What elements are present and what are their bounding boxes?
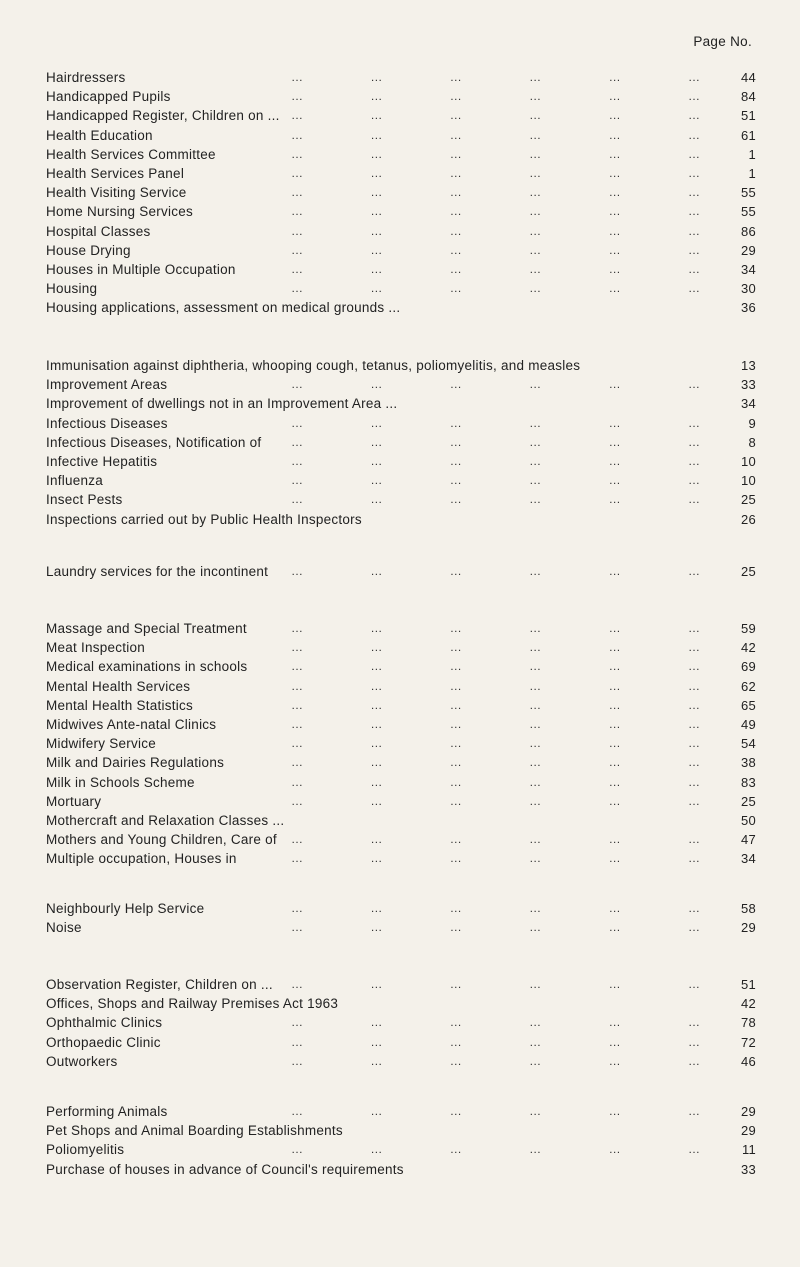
leader-dots: … … … … … … [291,736,701,751]
index-entry [46,452,756,471]
index-entry [46,375,756,394]
index-entry [46,1102,756,1121]
index-entry-page-number: 25 [741,492,756,508]
leader-dots: … … … … … … [291,434,701,449]
index-entry-label: Improvement of dwellings not in an Improvement Area ... [46,396,398,412]
index-entry [46,471,756,490]
leader-dots: … … … … … … [291,223,701,238]
index-entry-page-number: 8 [748,434,756,450]
leader-dots: … … … … … … [291,755,701,770]
index-entry [46,106,756,125]
index-entry-page-number: 10 [741,453,756,469]
index-entry-page-number: 36 [741,300,756,316]
index-entry-label: Mortuary [46,793,102,809]
leader-dots: … … … … … … [291,127,701,142]
index-entry-label: Multiple occupation, Houses in [46,851,237,867]
index-entry-label: Purchase of houses in advance of Council's requirements [46,1161,404,1177]
index-entry-label: Health Education [46,127,153,143]
index-entry-label: Infective Hepatitis [46,453,158,469]
index-entry-page-number: 9 [748,415,756,431]
index-entry-label: Meat Inspection [46,640,146,656]
index-entry [46,202,756,221]
index-entry-label: Mental Health Services [46,678,191,694]
index-entry-label: Massage and Special Treatment [46,621,247,636]
index-entry [46,68,756,87]
index-section-h [46,68,756,317]
index-entry [46,994,756,1013]
leader-dots: … … … … … … [291,920,701,935]
index-entry [46,899,756,918]
index-entry [46,1033,756,1052]
leader-dots: … … … … … … [291,1015,701,1030]
page-no-heading: Page No. [693,34,752,49]
index-entry-page-number: 42 [741,996,756,1012]
index-entry [46,510,756,529]
index-entry-page-number: 44 [741,70,756,85]
index-entry-label: Mothers and Young Children, Care of [46,832,277,848]
index-entry-label: Laundry services for the incontinent [46,564,269,579]
index-entry [46,734,756,753]
index-entry [46,696,756,715]
index-entry-page-number: 46 [741,1053,756,1069]
index-entry [46,164,756,183]
index-entry-label: Houses in Multiple Occupation [46,261,236,277]
index-entry [46,677,756,696]
index-entry [46,145,756,164]
index-entry-label: Health Services Committee [46,146,216,162]
index-entry [46,811,756,830]
index-entry-page-number: 47 [741,832,756,848]
index-entry-page-number: 83 [741,774,756,790]
index-entry-label: Poliomyelitis [46,1142,125,1158]
index-entry-label: Infectious Diseases, Notification of [46,434,262,450]
index-entry [46,126,756,145]
index-entry-page-number: 1 [748,146,756,162]
leader-dots: … … … … … … [291,261,701,276]
index-entry-page-number: 49 [741,716,756,732]
index-entry [46,279,756,298]
leader-dots: … … … … … … [291,281,701,296]
index-entry-label: Home Nursing Services [46,204,194,220]
index-entry [46,849,756,868]
index-entry-label: Hairdressers [46,70,126,85]
index-entry-page-number: 78 [741,1015,756,1031]
leader-dots: … … … … … … [291,697,701,712]
index-entry [46,1121,756,1140]
leader-dots: … … … … … … [291,1053,701,1068]
index-entry [46,298,756,317]
index-entry-label: Handicapped Register, Children on ... [46,108,280,124]
index-entry-page-number: 10 [741,473,756,489]
index-entry-label: Offices, Shops and Railway Premises Act 1963 [46,996,339,1012]
leader-dots: … … … … … … [291,977,701,991]
index-entry-page-number: 54 [741,736,756,752]
leader-dots: … … … … … … [291,185,701,200]
index-section-p [46,1102,756,1179]
index-entry-page-number: 72 [741,1034,756,1050]
index-entry-page-number: 69 [741,659,756,675]
index-entry [46,356,756,375]
index-entry-page-number: 55 [741,204,756,220]
index-entry [46,183,756,202]
index-entry-page-number: 58 [741,901,756,916]
index-entry [46,1052,756,1071]
index-section-o [46,975,756,1071]
leader-dots: … … … … … … [291,242,701,257]
leader-dots: … … … … … … [291,716,701,731]
index-entry-label: House Drying [46,242,131,258]
index-entry-label: Midwives Ante-natal Clinics [46,716,217,732]
index-entry [46,792,756,811]
index-entry-page-number: 51 [741,108,756,124]
index-entry-label: Neighbourly Help Service [46,901,205,916]
index-entry-label: Improvement Areas [46,377,168,393]
index-entry-page-number: 29 [741,242,756,258]
index-entry-label: Midwifery Service [46,736,157,752]
index-entry-label: Inspections carried out by Public Health Inspectors [46,511,362,527]
leader-dots: … … … … … … [291,108,701,123]
index-entry-label: Housing applications, assessment on medical grounds ... [46,300,401,316]
index-entry-label: Performing Animals [46,1104,168,1119]
index-entry-page-number: 61 [741,127,756,143]
index-entry [46,715,756,734]
index-entry [46,433,756,452]
index-entry-label: Milk in Schools Scheme [46,774,195,790]
leader-dots: … … … … … … [291,492,701,507]
index-entry-page-number: 29 [741,1123,756,1139]
leader-dots: … … … … … … [291,453,701,468]
leader-dots: … … … … … … [291,851,701,866]
leader-dots: … … … … … … [291,640,701,655]
index-entry-page-number: 25 [741,793,756,809]
index-entry [46,638,756,657]
index-entry-page-number: 11 [742,1142,756,1158]
index-entry-label: Insect Pests [46,492,123,508]
index-entry-page-number: 13 [741,358,756,373]
index-entry [46,1140,756,1159]
index-entry [46,490,756,509]
leader-dots: … … … … … … [291,1142,701,1157]
leader-dots: … … … … … … [291,204,701,219]
index-entry-label: Milk and Dairies Regulations [46,755,225,771]
leader-dots: … … … … … … [291,564,701,578]
leader-dots: … … … … … … [291,70,701,84]
index-entry-label: Housing [46,281,98,297]
leader-dots: … … … … … … [291,659,701,674]
index-entry [46,657,756,676]
index-entry-label: Outworkers [46,1053,118,1069]
leader-dots: … … … … … … [291,678,701,693]
leader-dots: … … … … … … [291,1034,701,1049]
index-entry [46,619,756,638]
index-entry-page-number: 33 [741,377,756,393]
index-entry-label: Immunisation against diphtheria, whooping cough, tetanus, poliomyelitis, and measles [46,358,581,373]
index-entry-page-number: 26 [741,511,756,527]
index-entry-page-number: 59 [741,621,756,636]
index-entry-page-number: 86 [741,223,756,239]
index-entry [46,773,756,792]
leader-dots: … … … … … … [291,415,701,430]
index-entry [46,918,756,937]
index-entry-page-number: 33 [741,1161,756,1177]
index-entry-page-number: 42 [741,640,756,656]
index-entry-label: Infectious Diseases [46,415,168,431]
index-entry-label: Handicapped Pupils [46,89,171,105]
index-entry [46,394,756,413]
index-entry-page-number: 25 [741,564,756,579]
index-entry-page-number: 29 [741,920,756,936]
index-entry [46,87,756,106]
index-entry-page-number: 30 [741,281,756,297]
leader-dots: … … … … … … [291,146,701,161]
index-entry [46,414,756,433]
index-entry-page-number: 84 [741,89,756,105]
index-entry-page-number: 34 [741,851,756,867]
leader-dots: … … … … … … [291,793,701,808]
index-entry-page-number: 34 [741,261,756,277]
leader-dots: … … … … … … [291,621,701,635]
index-entry-label: Mothercraft and Relaxation Classes ... [46,812,285,828]
index-entry-page-number: 29 [741,1104,756,1119]
index-entry [46,222,756,241]
index-entry-label: Observation Register, Children on ... [46,977,273,992]
index-entry-page-number: 51 [741,977,756,992]
index-entry-page-number: 1 [748,165,756,181]
index-entry-label: Mental Health Statistics [46,697,194,713]
index-entry [46,830,756,849]
index-entry-page-number: 50 [741,812,756,828]
index-entry-label: Ophthalmic Clinics [46,1015,163,1031]
index-entry-label: Hospital Classes [46,223,151,239]
index-section-i [46,356,756,529]
index-entry [46,260,756,279]
leader-dots: … … … … … … [291,901,701,915]
index-entry-page-number: 34 [741,396,756,412]
index-section-m [46,619,756,868]
index-entry [46,1160,756,1179]
index-section-n [46,899,756,937]
index-entry-label: Medical examinations in schools [46,659,248,675]
index-entry-page-number: 65 [741,697,756,713]
index-entry-label: Pet Shops and Animal Boarding Establishments [46,1123,343,1139]
leader-dots: … … … … … … [291,1104,701,1118]
index-entry-page-number: 55 [741,185,756,201]
index-entry-label: Noise [46,920,82,936]
index-entry-label: Health Visiting Service [46,185,187,201]
leader-dots: … … … … … … [291,832,701,847]
index-entry [46,241,756,260]
leader-dots: … … … … … … [291,165,701,180]
leader-dots: … … … … … … [291,377,701,392]
leader-dots: … … … … … … [291,89,701,104]
index-entry [46,562,756,581]
leader-dots: … … … … … … [291,774,701,789]
index-entry-page-number: 62 [741,678,756,694]
leader-dots: … … … … … … [291,473,701,488]
index-entry-label: Health Services Panel [46,165,185,181]
index-entry [46,753,756,772]
index-entry-page-number: 38 [741,755,756,771]
index-entry-label: Influenza [46,473,104,489]
index-entry-label: Orthopaedic Clinic [46,1034,161,1050]
index-entry [46,975,756,994]
index-entry [46,1013,756,1032]
index-section-l [46,562,756,581]
